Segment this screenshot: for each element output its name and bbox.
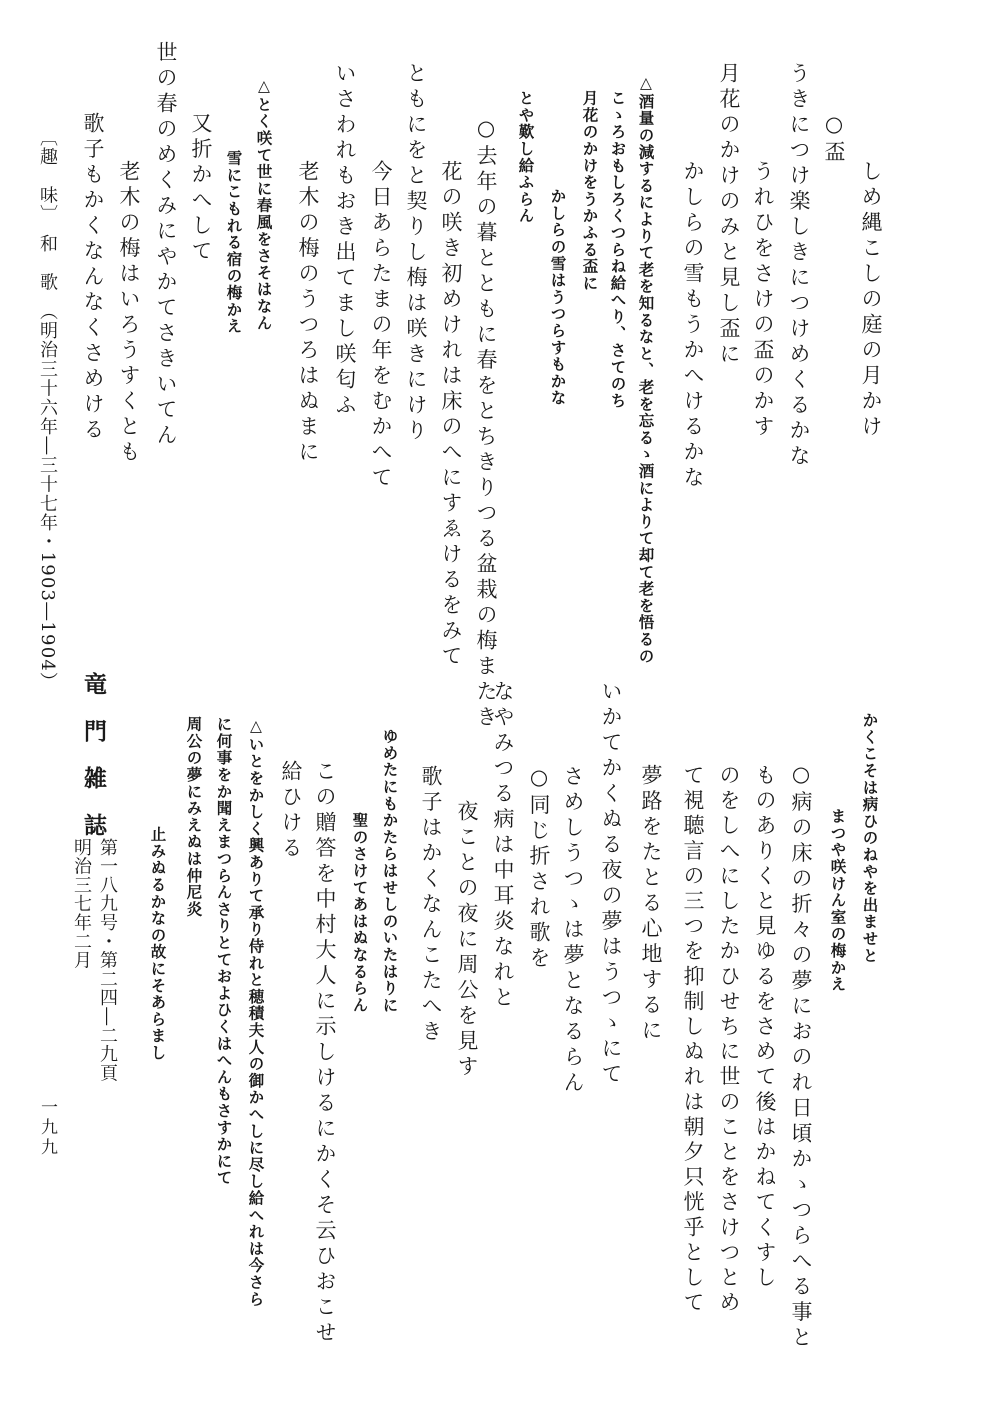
note-column: に何事をか聞えまつらんさりとておよひくはへんもさすかにて [214, 716, 234, 1187]
text-column: なやみつる病は中耳炎なれと [491, 680, 515, 1012]
note-column: 周公の夢にみえぬは仲尼炎 [184, 716, 204, 918]
text-column: 給ひける [279, 760, 303, 862]
text-column: ものありくと見ゆるをさめて後はかねてくすし [753, 764, 777, 1292]
text-column: いかてかくぬる夜の夢はうつゝにて [599, 680, 623, 1088]
note-column: 雪にこもれる宿の梅かえ [224, 150, 244, 335]
text-column: さめしうつゝは夢となるらん [561, 765, 585, 1097]
text-column: この贈答を中村大人に示しけるにかくそ云ひおこせ [313, 760, 337, 1347]
text-column: 今日あらたまの年をむかへて [369, 160, 393, 492]
text-column: 夜ことの夜に周公を見す [455, 800, 479, 1081]
text-column: のをしへにしたかひせちに世のことをさけつとめ [717, 764, 741, 1317]
note-column: 止みぬるかなの故にそあらまし [148, 826, 168, 1062]
text-column: ○病の床の折々の夢におのれ日頃かゝつらへる事と [789, 762, 813, 1352]
page-number: 一九九 [37, 1098, 57, 1158]
text-column: 老木の梅はいろうすくとも [117, 160, 141, 466]
text-column: て視聴言の三つを抑制しぬれは朝夕只恍乎として [681, 764, 705, 1317]
note-column: 聖のさけてあはぬなるらん [350, 812, 370, 1014]
note-column: △とく咲て世に春風をさそはなん [254, 76, 274, 332]
text-column: 夢路をたとる心地するに [639, 764, 663, 1045]
text-column: ○去年の暮とともに春をとちきりつる盆栽の梅またき [474, 116, 498, 731]
text-column: 老木の梅のうつろはぬまに [296, 160, 320, 466]
text-column: ○同じ折され歌を [527, 765, 551, 972]
note-column: △いとをかしく興ありて承り侍れと穂積夫人の御かへしに尽し給へれは今さら [246, 716, 266, 1308]
journal-title: 竜門雑誌 [80, 672, 107, 860]
text-column: ともにをと契りし梅は咲きにけり [404, 62, 428, 445]
text-column: いさわれもおき出てまし咲匂ふ [333, 62, 357, 419]
text-column: 花の咲き初めけれは床のへにすゑけるをみて [439, 160, 463, 670]
text-column: 歌子はかくなんこたへき [419, 765, 443, 1046]
source-date: 明治三七年二月 [71, 838, 92, 970]
text-column: 歌子もかくなんなくさめける [81, 112, 105, 444]
source-issue: 第一八九号・第二四―二九頁 [97, 838, 118, 1083]
text-column: うきにつけ楽しきにつけめくるかな [787, 62, 811, 470]
text-column: かしらの雪もうかへけるかな [681, 160, 705, 492]
note-column: かしらの雪はうつらすもかな [548, 188, 568, 407]
text-column: 世の春のめくみにやかてさきいてん [154, 41, 178, 449]
text-column: しめ縄こしの庭の月かけ [859, 160, 883, 441]
text-column: 月花のかけのみと見し盃に [717, 62, 741, 368]
note-column: まつや咲けん室の梅かえ [828, 808, 848, 993]
note-column: △酒量の減するによりて老を知るなと、老を忘るゝ酒によりて却て老を悟るの [636, 73, 656, 665]
note-column: かくこそは病ひのねやを出ませと [860, 712, 880, 964]
note-column: とや歎し給ふらん [516, 90, 536, 225]
note-column: こゝろおもしろくつらね給へり、さてのち [608, 90, 628, 410]
text-column: 又折かへして [189, 112, 213, 265]
text-column: ○盃 [822, 112, 846, 166]
text-column: うれひをさけの盃のかす [751, 160, 775, 441]
note-column: ゆめたにもかたらはせしのいたはりに [380, 728, 400, 1014]
note-column: 月花のかけをうかふる盃に [580, 90, 600, 292]
section-header: 〔趣 味〕 和 歌 （明治三十六年―三十七年・1903―1904） [37, 128, 58, 692]
